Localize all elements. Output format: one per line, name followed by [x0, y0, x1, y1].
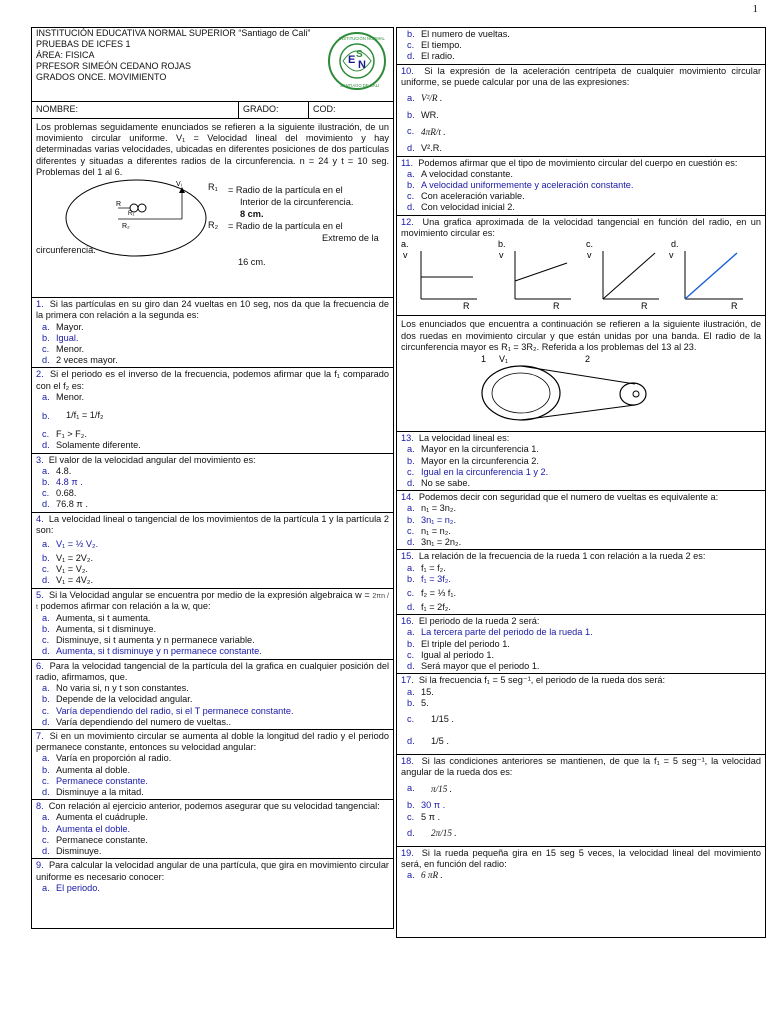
question-6	[32, 660, 393, 730]
option-d[interactable]: d. V².R.	[407, 143, 442, 154]
option-c[interactable]: c. V₁ = V₂.	[42, 564, 88, 575]
graph-a-label: a.	[401, 239, 409, 250]
question-number: 3.	[36, 454, 44, 465]
option-b[interactable]: b. El numero de vueltas.	[407, 29, 510, 39]
legend-r2-line2: Extremo de la	[322, 233, 379, 244]
question-8	[32, 800, 393, 859]
question-text: Si las condiciones anteriores se mantienen, de que la f₁ = 5 seg⁻¹, la velocidad angular de la rueda dos es:	[401, 755, 761, 778]
graph-d[interactable]	[669, 239, 743, 311]
question-7	[32, 730, 393, 800]
option-a[interactable]: a. n₁ = 3n₂.	[407, 503, 457, 514]
question-number: 9.	[36, 860, 44, 871]
option-a[interactable]: a. V₁ = ½ V₂.	[42, 538, 99, 550]
option-d[interactable]: d. Aumenta, si t disminuye y n permanece constante.	[42, 646, 262, 657]
question-18	[397, 755, 765, 847]
option-a[interactable]: a. π/15 .	[407, 783, 452, 794]
option-d[interactable]: d. 76.8 π .	[42, 499, 88, 510]
cod-field[interactable]: COD:	[313, 104, 336, 114]
option-c[interactable]: c. f₂ = ⅓ f₁.	[407, 587, 457, 598]
graph-d-axis-v: v	[669, 250, 674, 261]
question-number: 1.	[36, 299, 44, 310]
option-a[interactable]: a. La tercera parte del periodo de la rueda 1.	[407, 627, 593, 638]
question-5	[32, 589, 393, 660]
question-text: Si la expresión de la aceleración centrípeta de cualquier movimiento circular uniforme, se puede calcular por una de las expresiones:	[401, 65, 762, 87]
option-b[interactable]: b. V₁ = 2V₂.	[42, 553, 94, 564]
option-c[interactable]: c. Permanece constante.	[42, 775, 148, 786]
question-number: 17.	[401, 675, 414, 686]
option-d[interactable]: d. Con velocidad inicial 2.	[407, 202, 515, 213]
question-text: La relación de la frecuencia de la rueda 1 con relación a la rueda 2 es:	[418, 551, 706, 562]
velocity-radius-graphs[interactable]	[401, 239, 761, 311]
question-10	[397, 65, 765, 157]
question-text: Podemos decir con seguridad que el numero de vueltas es equivalente a:	[418, 492, 719, 503]
question-number: 11.	[401, 157, 414, 168]
question-number: 5.	[36, 589, 44, 600]
question-number: 10.	[401, 65, 414, 76]
question-9	[32, 859, 393, 895]
question-text-b: podemos afirmar con relación a la w, que:	[40, 601, 211, 612]
option-a[interactable]: a. V²/R .	[407, 93, 443, 104]
header-grade: GRADOS ONCE. MOVIMIENTO	[36, 71, 167, 82]
question-11	[397, 157, 765, 216]
legend-r1-symbol: R₁	[208, 182, 218, 193]
legend-r1-value: 8 cm.	[240, 209, 264, 220]
option-a[interactable]: a. Varía en proporción al radio.	[42, 753, 172, 764]
option-a[interactable]: a. El periodo.	[42, 882, 100, 893]
option-c[interactable]: c. n₁ = n₂.	[407, 525, 451, 536]
question-text: El valor de la velocidad angular del movimiento es:	[48, 454, 256, 465]
question-16	[397, 615, 765, 674]
question-number: 15.	[401, 551, 414, 562]
logo-letter-e: E	[348, 54, 356, 66]
option-d[interactable]: d. V₁ = 4V₂.	[42, 575, 94, 586]
question-9-continued	[397, 28, 765, 65]
option-b[interactable]: b. 4.8 π .	[42, 476, 83, 487]
header-institution: INSTITUCIÓN EDUCATIVA NORMAL SUPERIOR “Santiago de Cali”	[36, 28, 311, 38]
legend-r2-value: 16 cm.	[238, 257, 266, 268]
question-2	[32, 368, 393, 453]
option-b[interactable]: b. WR.	[407, 110, 439, 121]
option-a[interactable]: a. 15.	[407, 686, 434, 697]
angular-velocity-formula: 2πn / t	[36, 592, 389, 612]
option-d[interactable]: d. f₁ = 2f₂.	[407, 602, 451, 612]
option-d[interactable]: d. 1/5 .	[407, 735, 449, 747]
question-3	[32, 454, 393, 513]
student-info-row	[32, 102, 393, 119]
intro-block-1	[32, 119, 393, 298]
graph-d-label: d.	[671, 239, 679, 250]
option-c[interactable]: c. 1/15 .	[407, 713, 454, 725]
option-a[interactable]: a. Mayor.	[42, 321, 84, 332]
option-d[interactable]: d. Varía dependiendo del numero de vueltas..	[42, 716, 232, 727]
option-c[interactable]: c. Menor.	[42, 343, 85, 354]
option-d[interactable]: d. 2 veces mayor.	[42, 355, 118, 366]
question-text: Si la frecuencia f₁ = 5 seg⁻¹, el periodo de la rueda dos será:	[418, 675, 666, 686]
header-test: PRUEBAS DE ICFES 1	[36, 38, 131, 49]
question-4	[32, 513, 393, 589]
question-1	[32, 298, 393, 368]
option-c[interactable]: c. Disminuye, si t aumenta y n permanece variable.	[42, 635, 255, 646]
graph-c-label: c.	[586, 239, 594, 250]
graph-a[interactable]	[401, 239, 477, 311]
nombre-field[interactable]: NOMBRE:	[32, 102, 239, 118]
option-a[interactable]: a. 6 πR .	[407, 870, 443, 881]
question-12	[397, 216, 765, 317]
legend-r2-line3: circunferencia.	[36, 245, 96, 256]
graph-c[interactable]	[586, 239, 659, 311]
option-b[interactable]: b. El triple del periodo 1.	[407, 638, 510, 649]
question-17	[397, 674, 765, 755]
option-b[interactable]: b. Aumenta al doble.	[42, 764, 131, 775]
question-text: Una grafica aproximada de la velocidad tangencial en función del radio, en un movimiento circular es:	[401, 216, 762, 238]
option-d[interactable]: d. Disminuye.	[42, 846, 102, 857]
option-d[interactable]: d. No se sabe.	[407, 478, 471, 489]
question-text-a: Si la Velocidad angular se encuentra por medio de la expresión algebraica w =	[48, 589, 370, 600]
question-number: 8.	[36, 801, 44, 812]
legend-r1-line1: = Radio de la partícula en el	[228, 185, 343, 196]
belt-pulley-diagram	[401, 353, 761, 427]
question-text: Si el periodo es el inverso de la frecuencia, podemos afirmar que la f₁ comparado con el f₂ es:	[36, 369, 389, 391]
option-b[interactable]: b. Igual.	[42, 332, 79, 343]
question-text: Si en un movimiento circular se aumenta al doble la longitud del radio y el periodo permanece constante, entonces su velocidad angular:	[36, 730, 390, 753]
option-a[interactable]: a. Mayor en la circunferencia 1.	[407, 444, 539, 455]
graph-b[interactable]	[498, 239, 571, 311]
logo-text-bottom: SANTIAGO DE CALI	[340, 83, 380, 88]
question-text: Podemos afirmar que el tipo de movimiento circular del cuerpo en cuestión es:	[418, 157, 738, 168]
graph-d-axis-r: R	[731, 301, 738, 312]
option-b[interactable]: b. Depende de la velocidad angular.	[42, 694, 193, 705]
question-text: Para calcular la velocidad angular de una partícula, que gira en movimiento circular uniforme es necesario conocer:	[36, 860, 389, 882]
graph-c-axis-v: v	[587, 250, 592, 261]
figure-r-label: R	[116, 201, 122, 209]
question-number: 18.	[401, 755, 414, 766]
intro-2-text: Los enunciados que encuentra a continuación se refieren a la siguiente ilustración, de dos ruedas en movimiento circular y que están unidas por una banda. El radio de la circunferencia mayor es R₁ = 3R₂. Referida a los problemas del 13 al 23.	[401, 319, 761, 352]
option-b[interactable]: b. Aumenta, si t disminuye.	[42, 623, 157, 634]
graph-a-axis-v: v	[403, 250, 408, 261]
legend-r2-symbol: R₂	[208, 220, 219, 231]
wheel-2-label: 2	[585, 353, 591, 364]
option-c[interactable]: c. El tiempo.	[407, 40, 462, 51]
question-14	[397, 491, 765, 550]
option-c[interactable]: c. Permanece constante.	[42, 834, 148, 845]
option-a[interactable]: a. No varia si, n y t son constantes.	[42, 683, 189, 694]
option-b[interactable]: b. 5.	[407, 697, 429, 708]
graph-b-axis-v: v	[499, 250, 504, 261]
page-number: 1	[752, 3, 758, 15]
question-text: El periodo de la rueda 2 será:	[418, 616, 540, 627]
question-text: Para la velocidad tangencial de la partícula del la grafica en cualquier posición del radio, afirmamos, que.	[36, 660, 389, 682]
question-number: 14.	[401, 492, 414, 503]
question-text: Con relación al ejercicio anterior, podemos asegurar que su velocidad tangencial:	[48, 801, 380, 812]
option-b[interactable]: b. f₁ = 3f₂.	[407, 573, 451, 584]
question-text: La velocidad lineal o tangencial de los movimientos de la partícula 1 y la partícula 2 son:	[36, 513, 389, 535]
option-c[interactable]: c. 4πR/t .	[407, 126, 446, 137]
option-b[interactable]: b. A velocidad uniformemente y aceleración constante.	[407, 179, 634, 190]
grado-field[interactable]: GRADO:	[239, 102, 309, 118]
option-c[interactable]: c. 0.68.	[42, 488, 77, 499]
figure-r1-label: R₁	[128, 211, 135, 218]
option-d[interactable]: d. 2π/15 .	[407, 827, 457, 839]
left-column	[31, 27, 394, 929]
question-13	[397, 432, 765, 491]
intro-1-text: Los problemas seguidamente enunciados se refieren a la siguiente ilustración, de un movimiento circular uniforme. V₁ = Velocidad lineal del movimiento y hay determinadas varias velocidades, ubicadas en diferentes posiciones de dos partículas diferentes y situadas a diferentes radios de la circunferencia. n = 24 y t = 10 seg. Problemas del 1 al 6.	[36, 122, 389, 177]
header-area: ÁREA: FISICA	[36, 49, 95, 60]
question-number: 6.	[36, 660, 44, 671]
question-text: Si las partículas en su giro dan 24 vueltas en 10 seg, nos da que la frecuencia de la primera con relación a la segunda es:	[36, 299, 390, 321]
figure-v-label: Vᵢ	[176, 181, 182, 189]
intro-block-2	[397, 316, 765, 432]
option-c[interactable]: c. Igual en la circunferencia 1 y 2.	[407, 466, 549, 477]
header-teacher: PRFESOR SIMEÓN CEDANO ROJAS	[36, 60, 192, 71]
question-number: 4.	[36, 513, 44, 524]
question-number: 13.	[401, 433, 414, 444]
circle-figure	[36, 178, 389, 296]
option-a[interactable]: a. Menor.	[42, 391, 85, 402]
question-text: La velocidad lineal es:	[418, 433, 510, 444]
option-b[interactable]: b. 1/f₁ = 1/f₂	[42, 410, 104, 422]
option-d[interactable]: d. Será mayor que el periodo 1.	[407, 661, 540, 672]
graph-c-axis-r: R	[641, 301, 648, 312]
option-a[interactable]: a. Aumenta, si t aumenta.	[42, 612, 151, 623]
option-a[interactable]: a. Aumenta el cuádruple.	[42, 812, 148, 823]
option-b[interactable]: b. 3n₁ = n₂.	[407, 514, 457, 525]
wheel-1-label: 1	[481, 353, 487, 364]
option-d[interactable]: d. Solamente diferente.	[42, 440, 141, 451]
graph-b-axis-r: R	[553, 301, 560, 312]
figure-r2-label: R₂	[122, 223, 130, 231]
question-15	[397, 550, 765, 615]
option-d[interactable]: d. 3n₁ = 2n₂.	[407, 537, 462, 548]
question-number: 7.	[36, 730, 44, 741]
option-c[interactable]: c. Igual al periodo 1.	[407, 649, 495, 660]
option-c[interactable]: c. 5 π .	[407, 811, 441, 822]
option-c[interactable]: c. Con aceleración variable.	[407, 191, 525, 202]
option-a[interactable]: a. A velocidad constante.	[407, 168, 513, 179]
legend-r1-line2: Interior de la circunferencia.	[240, 197, 354, 208]
question-number: 19.	[401, 847, 414, 858]
option-a[interactable]: a. f₁ = f₂.	[407, 562, 446, 573]
question-number: 2.	[36, 369, 44, 380]
question-text: Si la rueda pequeña gira en 15 seg 5 veces, la velocidad lineal del movimiento será, en función del radio:	[401, 847, 761, 870]
velocity-v1-label: V₁	[499, 353, 509, 364]
question-19	[397, 847, 765, 883]
option-c[interactable]: c. F₁ > F₂.	[42, 429, 87, 440]
right-column	[396, 27, 766, 938]
logo-letter-n: N	[358, 59, 366, 71]
option-d[interactable]: d. El radio.	[407, 51, 455, 62]
graph-b-label: b.	[498, 239, 506, 250]
option-c[interactable]: c. Varía dependiendo del radio, si el T permanece constante.	[42, 705, 294, 716]
logo-text-top: INSTITUCIÓN NORMAL	[339, 36, 385, 41]
question-number: 12.	[401, 216, 414, 227]
option-b[interactable]: b. Aumenta el doble.	[42, 823, 131, 834]
option-b[interactable]: b. 30 π .	[407, 800, 446, 811]
legend-r2-line1: = Radio de la partícula en el	[228, 221, 343, 232]
school-seal-logo	[327, 31, 387, 91]
option-d[interactable]: d. Disminuye a la mitad.	[42, 787, 144, 798]
question-number: 16.	[401, 616, 414, 627]
option-b[interactable]: b. Mayor en la circunferencia 2.	[407, 455, 539, 466]
option-a[interactable]: a. 4.8.	[42, 465, 72, 476]
header-block	[32, 28, 393, 102]
logo-letter-s: S	[356, 49, 363, 60]
graph-a-axis-r: R	[463, 301, 470, 312]
